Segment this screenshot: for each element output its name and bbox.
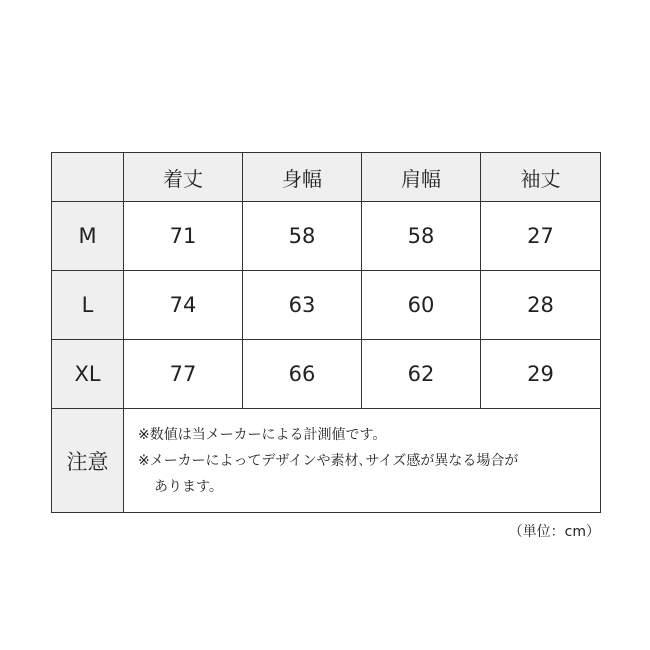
table-cell: 58 [243, 202, 362, 271]
note-line: ※数値は当メーカーによる計測値です。 [138, 426, 387, 443]
table-cell: 66 [243, 340, 362, 409]
size-label: L [52, 271, 124, 340]
header-row [52, 153, 601, 202]
column-header-body-width: 身幅 [243, 153, 362, 202]
note-line: ※メーカーによってデザインや素材､サイズ感が異なる場合が [138, 452, 519, 469]
table-cell: 63 [243, 271, 362, 340]
table-cell: 28 [481, 271, 601, 340]
table-cell: 29 [481, 340, 601, 409]
size-label: XL [52, 340, 124, 409]
table-cell: 58 [362, 202, 481, 271]
corner-cell [52, 153, 124, 202]
table-row [52, 340, 601, 409]
table-cell: 27 [481, 202, 601, 271]
size-label: M [52, 202, 124, 271]
notes-row [52, 409, 601, 513]
table-cell: 62 [362, 340, 481, 409]
table-row [52, 271, 601, 340]
note-line: あります。 [154, 478, 223, 495]
size-table [51, 152, 601, 513]
table-cell: 74 [124, 271, 243, 340]
column-header-length: 着丈 [124, 153, 243, 202]
table-cell: 60 [362, 271, 481, 340]
column-header-sleeve-length: 袖丈 [481, 153, 601, 202]
notes-cell [124, 409, 601, 513]
table-row [52, 202, 601, 271]
notes-label: 注意 [52, 409, 124, 513]
table-cell: 77 [124, 340, 243, 409]
table-cell: 71 [124, 202, 243, 271]
unit-note: （単位：cm） [508, 524, 600, 540]
column-header-shoulder-width: 肩幅 [362, 153, 481, 202]
